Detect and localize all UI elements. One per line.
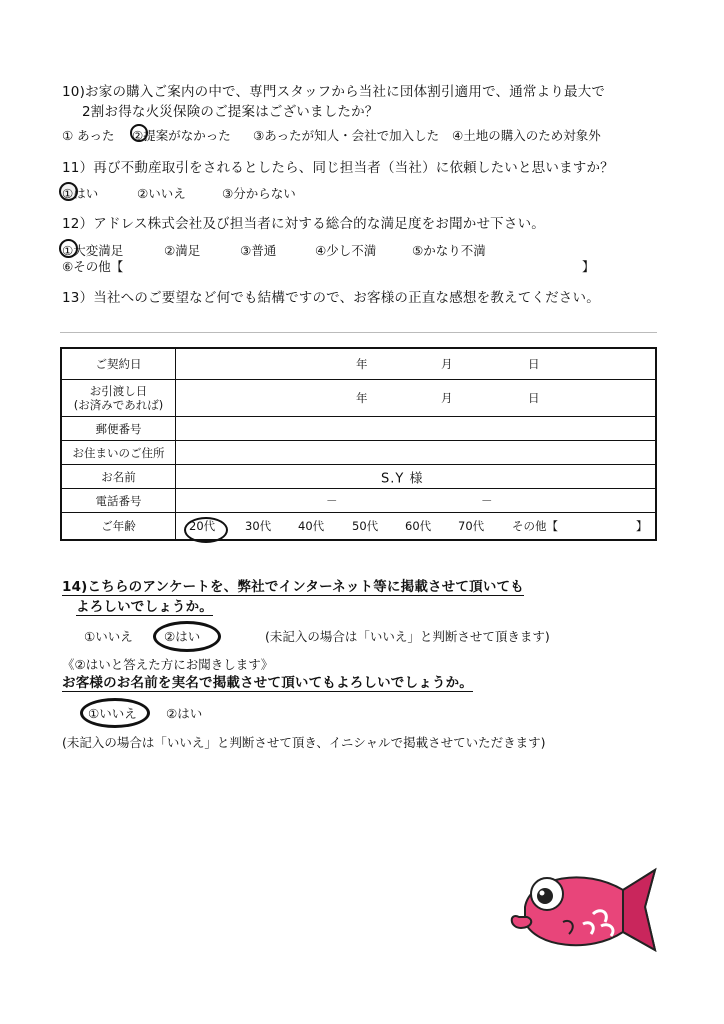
q13-answer-line — [60, 332, 657, 333]
age-selected-mark — [184, 517, 228, 543]
age-option-20s[interactable]: 20代 — [189, 519, 216, 533]
name-value: S.Y 様 — [381, 471, 424, 486]
q14-followup-option-yes[interactable]: ②はい — [166, 706, 203, 721]
customer-info-table — [60, 347, 657, 541]
q10-selected-mark — [130, 124, 148, 142]
fish-mascot-icon — [505, 862, 660, 957]
q13-question: 13）当社へのご要望など何でも結構ですので、お客様の正直な感想を教えてください。 — [62, 290, 600, 306]
q10-question-line1: 10)お家の購入ご案内の中で、専門スタッフから当社に団体割引適用で、通常より最大で — [62, 84, 606, 100]
table-row — [61, 417, 656, 441]
table-row — [61, 380, 656, 417]
q12-selected-mark — [59, 239, 78, 258]
q10-option-1[interactable]: ① あった — [62, 128, 115, 143]
contract-year-unit: 年 — [356, 357, 368, 371]
address-field[interactable] — [176, 441, 657, 465]
contract-day-unit: 日 — [528, 357, 540, 371]
age-option-40s[interactable]: 40代 — [298, 519, 325, 533]
q14-followup-heading: 《②はいと答えた方にお聞きします》 — [62, 657, 274, 672]
table-row — [61, 465, 656, 489]
q11-option-3[interactable]: ③分からない — [222, 186, 296, 201]
q12-other-bracket-close: 】 — [582, 259, 595, 274]
contract-date-label: ご契約日 — [61, 348, 176, 380]
table-row — [61, 441, 656, 465]
q14-followup-option-no[interactable]: ①いいえ — [88, 706, 137, 721]
q14-question-line2: よろしいでしょうか。 — [76, 595, 213, 616]
phone-dash-1: － — [326, 493, 338, 508]
q11-option-2[interactable]: ②いいえ — [137, 186, 186, 201]
q11-question: 11）再び不動産取引をされるとしたら、同じ担当者（当社）に依頼したいと思いますか？ — [62, 160, 614, 176]
q10-option-3[interactable]: ③あったが知人・会社で加入した — [253, 128, 440, 143]
q14-option-yes[interactable]: ②はい — [164, 629, 201, 644]
handover-month-unit: 月 — [441, 391, 453, 405]
address-label: お住まいのご住所 — [61, 441, 176, 465]
table-row — [61, 513, 656, 541]
q14-followup-question: お客様のお名前を実名で掲載させて頂いてもよろしいでしょうか。 — [62, 671, 473, 692]
handover-date-field[interactable] — [176, 380, 657, 417]
q14-followup-note: (未記入の場合は「いいえ」と判断させて頂き、イニシャルで掲載させていただきます) — [62, 735, 546, 750]
q12-option-2[interactable]: ②満足 — [164, 243, 201, 258]
q10-option-2[interactable]: ②提案がなかった — [132, 128, 231, 143]
q12-option-1[interactable]: ①大変満足 — [62, 243, 124, 258]
q10-option-4[interactable]: ④土地の購入のため対象外 — [452, 128, 601, 143]
name-label: お名前 — [61, 465, 176, 489]
age-label: ご年齢 — [61, 513, 176, 541]
postal-code-field[interactable] — [176, 417, 657, 441]
q12-option-other[interactable]: ⑥その他【 — [62, 259, 124, 274]
phone-dash-2: － — [481, 493, 493, 508]
handover-date-label: お引渡し日 (お済みであれば) — [61, 380, 176, 417]
age-option-70s[interactable]: 70代 — [458, 519, 485, 533]
age-option-50s[interactable]: 50代 — [352, 519, 379, 533]
postal-code-label: 郵便番号 — [61, 417, 176, 441]
age-field — [176, 513, 657, 541]
q10-question-line2: 2割お得な火災保険のご提案はございましたか？ — [82, 104, 379, 120]
table-row — [61, 348, 656, 380]
age-option-other[interactable]: その他【 — [512, 519, 558, 533]
q11-selected-mark — [59, 182, 78, 201]
name-field[interactable] — [176, 465, 657, 489]
age-other-bracket-close: 】 — [636, 519, 648, 533]
handover-year-unit: 年 — [356, 391, 368, 405]
handover-day-unit: 日 — [528, 391, 540, 405]
q14-note: (未記入の場合は「いいえ」と判断させて頂きます) — [265, 629, 550, 644]
q14-question-line1: 14)こちらのアンケートを、弊社でインターネット等に掲載させて頂いても — [62, 575, 524, 596]
q12-question: 12）アドレス株式会社及び担当者に対する総合的な満足度をお聞かせ下さい。 — [62, 216, 545, 232]
phone-label: 電話番号 — [61, 489, 176, 513]
q11-option-1[interactable]: ①はい — [62, 186, 99, 201]
q12-option-5[interactable]: ⑤かなり不満 — [412, 243, 486, 258]
contract-month-unit: 月 — [441, 357, 453, 371]
age-option-60s[interactable]: 60代 — [405, 519, 432, 533]
q14-selected-mark — [153, 621, 221, 652]
q14-followup-selected-mark — [80, 698, 150, 728]
q12-option-4[interactable]: ④少し不満 — [315, 243, 377, 258]
age-option-30s[interactable]: 30代 — [245, 519, 272, 533]
q12-option-3[interactable]: ③普通 — [240, 243, 277, 258]
table-row — [61, 489, 656, 513]
contract-date-field[interactable] — [176, 348, 657, 380]
q14-option-no[interactable]: ①いいえ — [84, 629, 133, 644]
phone-field[interactable] — [176, 489, 657, 513]
